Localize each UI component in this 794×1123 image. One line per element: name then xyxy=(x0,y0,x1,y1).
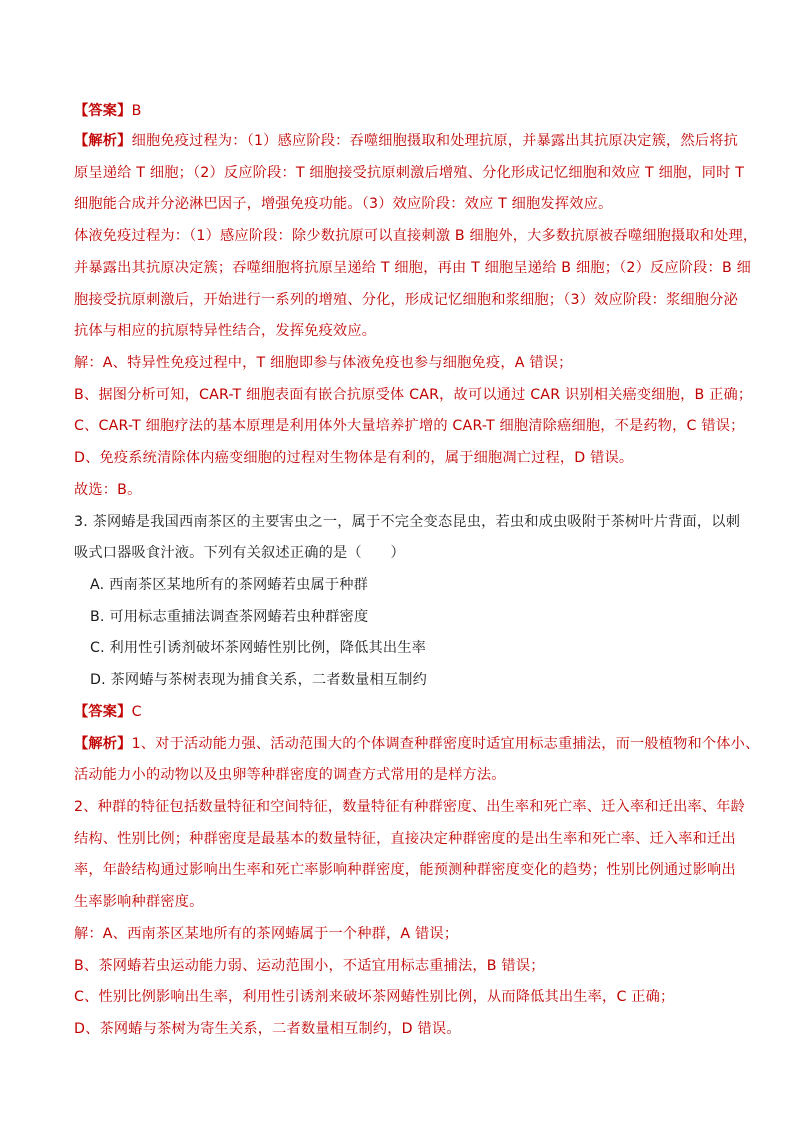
analysis-text: 并暴露出其抗原决定簇；吞噬细胞将抗原呈递给 T 细胞，再由 T 细胞呈递给 B 细胞；（2）反应阶段：B 细 xyxy=(74,260,751,276)
solution-line: D、茶网蝽与茶树为寄生关系，二者数量相互制约，D 错误。 xyxy=(74,1021,461,1037)
analysis-text: 原呈递给 T 细胞；（2）反应阶段：T 细胞接受抗原刺激后增殖、分化形成记忆细胞和效应 T 细胞，同时 T xyxy=(74,165,745,181)
analysis-line xyxy=(74,131,738,151)
question-option-a: A. 西南茶区某地所有的茶网蝽若虫属于种群 xyxy=(90,577,369,593)
answer-value: C xyxy=(131,704,142,720)
answer-tag: 【答案】 xyxy=(74,103,132,119)
analysis-text: 活动能力小的动物以及虫卵等种群密度的调查方式常用的是样方法。 xyxy=(74,767,506,783)
solution-line: C、CAR-T 细胞疗法的基本原理是利用体外大量培养扩增的 CAR-T 细胞清除癌细胞，不是药物，C 错误； xyxy=(74,418,745,434)
answer-value: B xyxy=(131,103,142,119)
analysis-text: 细胞免疫过程为：（1）感应阶段：吞噬细胞摄取和处理抗原，并暴露出其抗原决定簇，然后将抗 xyxy=(131,133,738,149)
question-option-b: B. 可用标志重捕法调查茶网蝽若虫种群密度 xyxy=(90,609,369,625)
analysis-text: 体液免疫过程为：（1）感应阶段：除少数抗原可以直接刺激 B 细胞外，大多数抗原被吞噬细胞摄取和处理， xyxy=(74,228,758,244)
analysis-text: 胞接受抗原刺激后，开始进行一系列的增殖、分化，形成记忆细胞和浆细胞；（3）效应阶段：浆细胞分泌 xyxy=(74,292,738,308)
analysis-text: 结构、性别比例；种群密度是最基本的数量特征，直接决定种群密度的是出生率和死亡率、迁入率和迁出 xyxy=(74,831,736,847)
analysis-text: 生率影响种群密度。 xyxy=(74,894,204,910)
solution-conclusion: 故选：B。 xyxy=(74,482,142,498)
analysis-text: 2、种群的特征包括数量特征和空间特征，数量特征有种群密度、出生率和死亡率、迁入率和迁出率、年龄 xyxy=(74,799,746,815)
solution-line: B、茶网蝽若虫运动能力弱、运动范围小，不适宜用标志重捕法，B 错误； xyxy=(74,958,545,974)
solution-line: 解：A、特异性免疫过程中，T 细胞即参与体液免疫也参与细胞免疫，A 错误； xyxy=(74,355,573,371)
analysis-tag: 【解析】 xyxy=(74,133,132,149)
question-stem: 吸式口器吸食汁液。下列有关叙述正确的是（ ） xyxy=(74,545,405,561)
solution-line: 解：A、西南茶区某地所有的茶网蝽属于一个种群，A 错误； xyxy=(74,926,459,942)
question-option-c: C. 利用性引诱剂破坏茶网蝽性别比例，降低其出生率 xyxy=(90,640,427,656)
solution-line: C、性别比例影响出生率，利用性引诱剂来破坏茶网蝽性别比例，从而降低其出生率，C 正确； xyxy=(74,989,675,1005)
answer-tag: 【答案】 xyxy=(74,704,132,720)
analysis-text: 1、对于活动能力强、活动范围大的个体调查种群密度时适宜用标志重捕法，而一般植物和个体小、 xyxy=(131,736,760,752)
solution-line: D、免疫系统清除体内癌变细胞的过程对生物体是有利的，属于细胞凋亡过程，D 错误。 xyxy=(74,450,634,466)
question-option-d: D. 茶网蝽与茶树表现为捕食关系，二者数量相互制约 xyxy=(90,672,428,688)
analysis-text: 抗体与相应的抗原特异性结合，发挥免疫效应。 xyxy=(74,323,377,339)
solution-line: B、据图分析可知，CAR-T 细胞表面有嵌合抗原受体 CAR，故可以通过 CAR 识别相关癌变细胞，B 正确； xyxy=(74,387,753,403)
answer-line-1 xyxy=(74,101,142,121)
analysis-text: 细胞能合成并分泌淋巴因子，增强免疫功能。（3）效应阶段：效应 T 细胞发挥效应。 xyxy=(74,196,613,212)
answer-line-3 xyxy=(74,702,142,722)
analysis-text: 率，年龄结构通过影响出生率和死亡率影响种群密度，能预测种群密度变化的趋势；性别比例通过影响出 xyxy=(74,862,736,878)
question-stem: 3. 茶网蝽是我国西南茶区的主要害虫之一，属于不完全变态昆虫，若虫和成虫吸附于茶树叶片背面，以刺 xyxy=(74,514,741,530)
analysis-tag: 【解析】 xyxy=(74,736,132,752)
analysis-line xyxy=(74,734,759,754)
